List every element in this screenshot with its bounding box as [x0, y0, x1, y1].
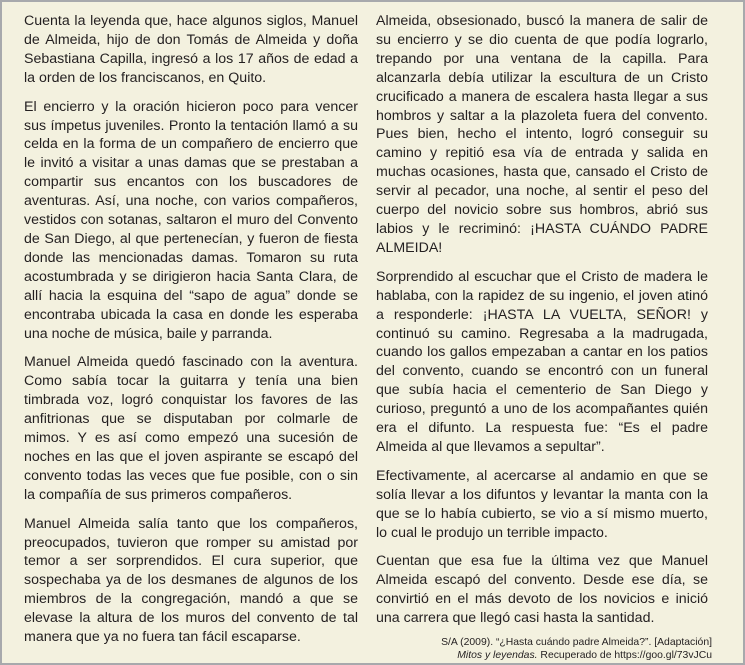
left-column: [24, 12, 358, 657]
paragraph: Manuel Almeida quedó fascinado con la aventura. Como sabía tocar la guitarra y tenía una bien timbrada voz, logró conquistar los favores de las anfitrionas que se disputaban por colmarle de mimos. Y es así como empezó una sucesión de noches en las que el joven aspirante se escapó del convento todas las veces que fue posible, con o sin la compañía de sus primeros compañeros.: [24, 354, 358, 503]
paragraph: Almeida, obsesionado, buscó la manera de salir de su encierro y se dio cuenta de que podía lograrlo, trepando por una ventana de la capilla. Para alcanzarla debía utilizar la escultura de un Cristo crucificado a manera de escalera hasta llegar a sus hombros y saltar a la plazoleta fuera del convento. Pues bien, hecho el intento, logró conseguir su camino y repitió esa vía de entrada y salida en muchas ocasiones, hasta que, cansado el Cristo de servir al pecador, una noche, al sentir el peso del cuerpo del novicio sobre sus hombros, abrió sus labios y le recriminó: ¡HASTA CUÁNDO PADRE ALMEIDA!: [376, 13, 708, 256]
paragraph: El encierro y la oración hicieron poco para vencer sus ímpetus juveniles. Pronto la tentación llamó a su celda en la forma de un compañero de encierro que le invitó a visitar a unas damas que se prestaban a compartir sus encantos con los buscadores de aventuras. Así, una noche, con varios compañeros, vestidos con sotanas, saltaron el muro del Convento de San Diego, al que pertenecían, y fueron de fiesta donde las mencionadas damas. Tomaron su ruta acostumbrada y se dirigieron hacia Santa Clara, de allí hacia la esquina del “sapo de agua” donde se encontraba ubicada la casa en donde les esperaba una noche de música, baile y parranda.: [24, 98, 358, 342]
citation-line-2: [376, 649, 712, 662]
citation-line-1: S/A (2009). “¿Hasta cuándo padre Almeida?”. [Adaptación]: [441, 637, 712, 649]
paragraph: Cuenta la leyenda que, hace algunos siglos, Manuel de Almeida, hijo de don Tomás de Almeida y doña Sebastiana Capilla, ingresó a los 17 años de edad a la orden de los franciscanos, en Quito.: [24, 13, 358, 86]
paragraph: Efectivamente, al acercarse al andamio en que se solía llevar a los difuntos y levantar la manta con la que se lo había cubierto, se vio a sí mismo muerto, lo cual le produjo un terrible impacto.: [376, 467, 708, 541]
right-column: [376, 12, 712, 662]
paragraph: Sorprendido al escuchar que el Cristo de madera le hablaba, con la rapidez de su ingenio, el joven atinó a responderle: ¡HASTA LA VUELTA, SEÑOR! y continuó su camino. Regresaba a la madrugada, cuando los gallos empezaban a cantar en los patios del convento, cuando se encontró con un funeral que subía hacia el cementerio de San Diego y curioso, preguntó a uno de los acompañantes quién era el difunto. La respuesta fue: “Es el padre Almeida al que llevamos a sepultar”.: [376, 268, 708, 455]
source-citation: [376, 636, 712, 662]
citation-url: Recuperado de https://goo.gl/73vJCu: [537, 650, 712, 662]
paragraph: Cuentan que esa fue la última vez que Manuel Almeida escapó del convento. Desde ese día, se convirtió en el más devoto de los novicios e inició una carrera que llegó casi hasta la santidad.: [376, 553, 708, 627]
citation-title: Mitos y leyendas.: [457, 650, 538, 662]
paragraph: Manuel Almeida salía tanto que los compañeros, preocupados, tuvieron que romper su amistad por temor a ser sorprendidos. El cura superior, que sospechaba ya de los desmanes de algunos de los miembros de la congregación, mandó a que se elevase la altura de los muros del convento de tal manera que ya no fuera tan fácil escaparse.: [24, 515, 358, 646]
